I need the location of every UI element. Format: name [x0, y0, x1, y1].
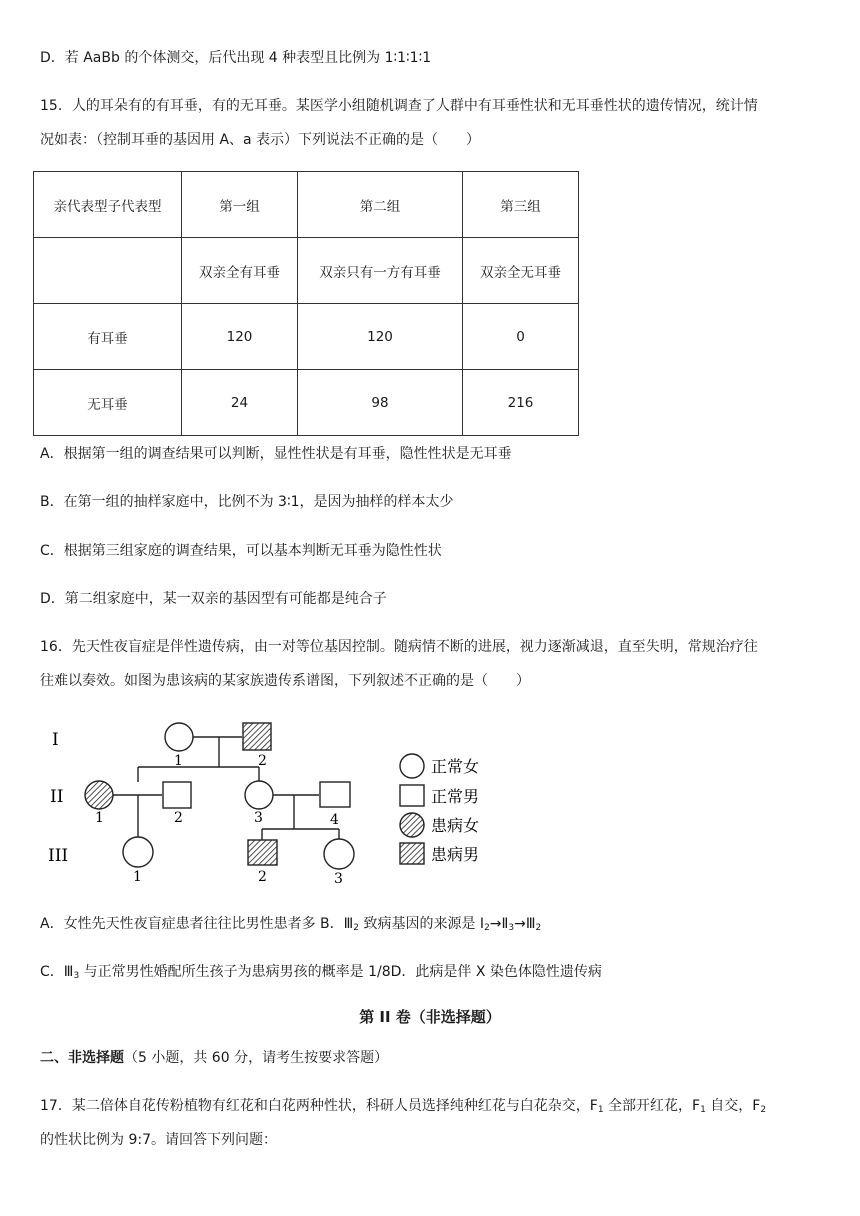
table-cell: 24	[182, 370, 298, 436]
q15-stem-line2: 况如表：（控制耳垂的基因用 A、a 表示）下列说法不正确的是（ ）	[40, 132, 481, 148]
q14-option-d: D．若 AaBb 的个体测交，后代出现 4 种表型且比例为 1∶1∶1∶1	[40, 50, 432, 66]
pedigree-number: 2	[258, 869, 267, 885]
pedigree-number: 3	[254, 810, 263, 826]
pedigree-number: 4	[330, 812, 339, 828]
q15-option-b: B．在第一组的抽样家庭中，比例不为 3∶1，是因为抽样的样本太少	[40, 494, 454, 510]
pedigree-II4-normal-male	[320, 782, 350, 807]
pedigree-I1-normal-female	[165, 723, 193, 751]
table-corner-cell: 亲代表型子代表型	[34, 172, 182, 238]
table-header-group3: 第三组	[463, 172, 579, 238]
table-cell	[34, 238, 182, 304]
legend-normal-female-icon	[400, 754, 424, 778]
q17-line1: 17．某二倍体自花传粉植物有红花和白花两种性状，科研人员选择纯种红花与白花杂交，$F_1$ 全部开红花，$F_1$ 自交，$F_2$	[40, 1098, 767, 1115]
pedigree-number: 1	[174, 753, 183, 769]
pedigree-number: 2	[258, 753, 267, 769]
pedigree-number: 1	[133, 869, 142, 885]
pedigree-legend	[400, 754, 479, 864]
pedigree-II2-normal-male	[163, 782, 191, 808]
table-cell: 98	[298, 370, 463, 436]
legend-affected-male-icon	[400, 843, 424, 864]
q15-stem-line1: 15．人的耳朵有的有耳垂，有的无耳垂。某医学小组随机调查了人群中有耳垂性状和无耳垂性状的遗传情况，统计情	[40, 98, 758, 114]
table-header-group2: 第二组	[298, 172, 463, 238]
table-cell: 双亲全有耳垂	[182, 238, 298, 304]
pedigree-number: 2	[174, 810, 183, 826]
table-cell: 无耳垂	[34, 370, 182, 436]
table-cell: 有耳垂	[34, 304, 182, 370]
table-cell: 双亲全无耳垂	[463, 238, 579, 304]
table-row	[34, 370, 579, 436]
table-header-row	[34, 172, 579, 238]
table-cell: 120	[182, 304, 298, 370]
pedigree-I2-affected-male	[243, 723, 271, 750]
table-cell: 120	[298, 304, 463, 370]
q16-pedigree-diagram	[40, 715, 510, 890]
pedigree-II3-normal-female	[245, 781, 273, 809]
q16-stem-line1: 16．先天性夜盲症是伴性遗传病，由一对等位基因控制。随病情不断的进展，视力逐渐减退，直至失明，常规治疗往	[40, 639, 758, 655]
q15-option-c: C．根据第三组家庭的调查结果，可以基本判断无耳垂为隐性性状	[40, 543, 442, 559]
pedigree-III2-affected-male	[248, 840, 277, 865]
table-row	[34, 304, 579, 370]
q15-option-d: D．第二组家庭中，某一双亲的基因型有可能都是纯合子	[40, 591, 387, 607]
pedigree-III3-normal-female	[324, 839, 354, 869]
q15-option-a: A．根据第一组的调查结果可以判断，显性性状是有耳垂，隐性性状是无耳垂	[40, 446, 512, 462]
q16-option-ab: A．女性先天性夜盲症患者往往比男性患者多 B．$Ⅲ_2$ 致病基因的来源是 $I_2\to Ⅱ_3\to Ⅲ_2$	[40, 916, 542, 933]
q16-option-cd: C．$Ⅲ_3$ 与正常男性婚配所生孩子为患病男孩的概率是 1/8D．此病是伴 X 染色体隐性遗传病	[40, 964, 602, 981]
table-cell: 双亲只有一方有耳垂	[298, 238, 463, 304]
pedigree-lines	[113, 737, 339, 840]
legend-label: 患病女	[431, 816, 480, 835]
table-row	[34, 238, 579, 304]
generation-label-III: III	[48, 846, 69, 866]
generation-label-I: I	[52, 730, 59, 750]
table-header-group1: 第一组	[182, 172, 298, 238]
q15-survey-table	[33, 171, 579, 436]
legend-affected-female-icon	[400, 813, 424, 837]
pedigree-number: 1	[95, 810, 104, 826]
table-cell: 216	[463, 370, 579, 436]
section-heading: 二、非选择题（5 小题，共 60 分，请考生按要求答题）	[40, 1050, 389, 1066]
pedigree-II1-affected-female	[85, 781, 113, 809]
legend-label: 患病男	[431, 845, 480, 864]
table-cell: 0	[463, 304, 579, 370]
pedigree-number: 3	[334, 871, 343, 887]
generation-label-II: II	[50, 787, 64, 807]
section-title: 第 II 卷（非选择题）	[359, 1008, 501, 1026]
legend-normal-male-icon	[400, 785, 424, 806]
q16-stem-line2: 往难以奏效。如图为患该病的某家族遗传系谱图，下列叙述不正确的是（ ）	[40, 673, 530, 689]
legend-label: 正常男	[431, 787, 480, 806]
legend-label: 正常女	[431, 757, 480, 776]
pedigree-III1-normal-female	[123, 837, 153, 867]
q17-line2: 的性状比例为 9:7。请回答下列问题：	[40, 1132, 277, 1148]
